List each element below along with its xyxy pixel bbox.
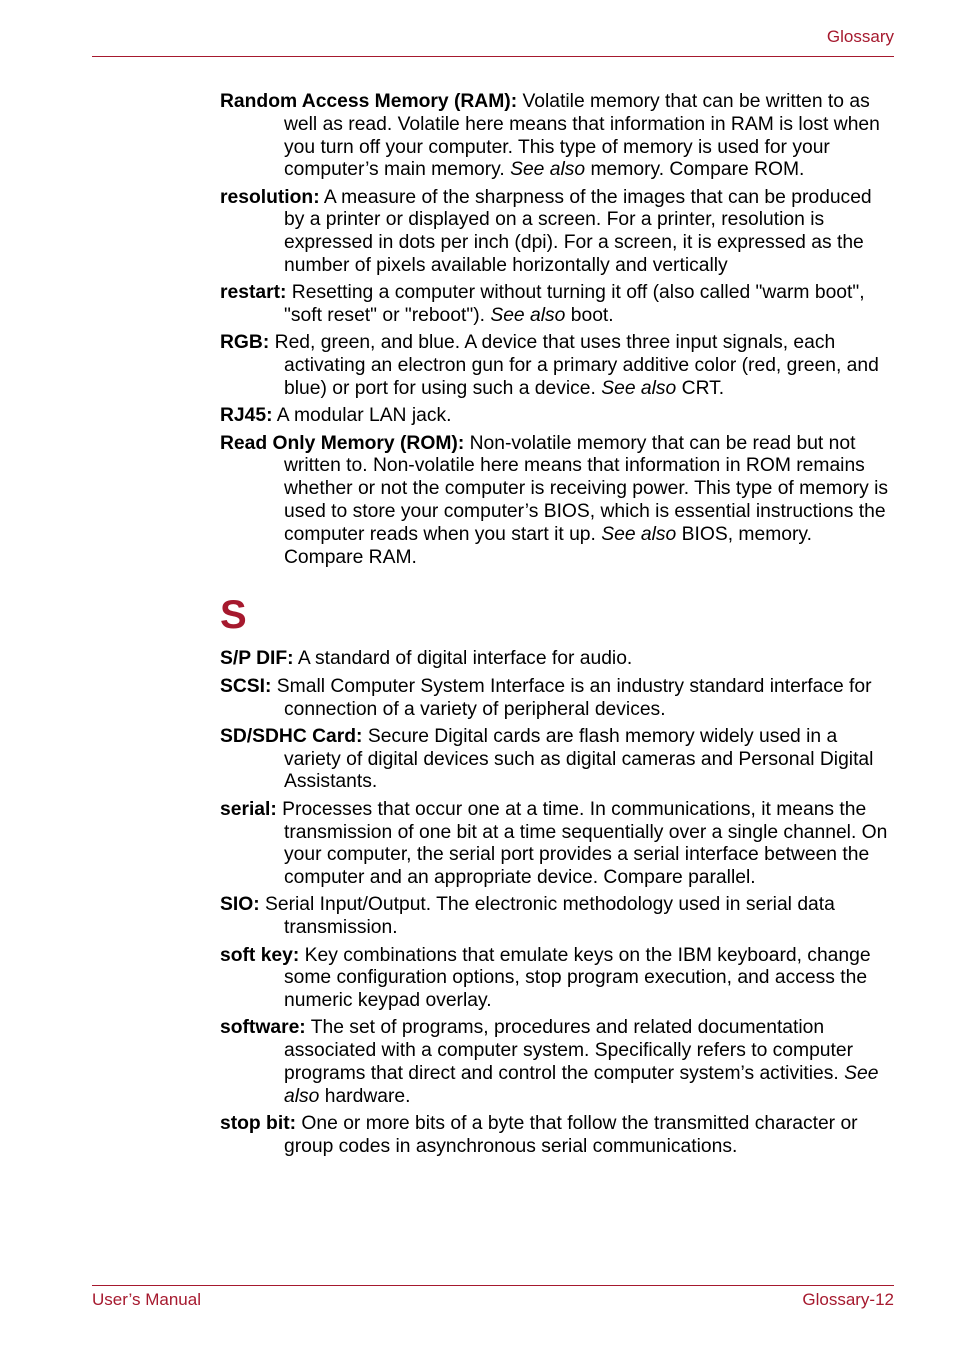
footer-page-number: Glossary-12	[802, 1290, 894, 1309]
glossary-entry	[220, 799, 896, 890]
glossary-entry	[220, 648, 896, 671]
entry-term: RGB:	[220, 332, 270, 354]
entry-definition: A measure of the sharpness of the images that can be produced by a printer or displayed on a screen. For a printer, resolution is expressed in dots per inch (dpi). For a screen, it is expressed as the number of pixels available horizontally and vertically	[284, 186, 872, 277]
entry-term: S/P DIF:	[220, 648, 294, 670]
entry-definition: The set of programs, procedures and related documentation associated with a computer system. Specifically refers to computer programs that direct and control the computer system’s activities.	[284, 1017, 854, 1084]
glossary-content	[220, 91, 896, 1163]
entry-definition: Resetting a computer without turning it off (also called "warm boot", "soft reset" or "reboot").	[284, 282, 865, 327]
entry-definition: Secure Digital cards are flash memory widely used in a variety of digital devices such as digital cameras and Personal Digital Assistants.	[284, 725, 874, 793]
glossary-entry	[220, 405, 896, 428]
entry-term: stop bit:	[220, 1113, 297, 1135]
glossary-entry	[220, 332, 896, 400]
entry-see-also: See also	[510, 159, 586, 181]
entry-see-also: See also	[490, 305, 566, 327]
entry-definition: One or more bits of a byte that follow the transmitted character or group codes in asynchronous serial communications.	[284, 1113, 858, 1157]
glossary-entry	[220, 726, 896, 794]
entry-definition: Processes that occur one at a time. In communications, it means the transmission of one bit at a time sequentially over a single channel. On your computer, the serial port provides a serial interface between the computer and an appropriate device. Compare parallel.	[276, 798, 888, 889]
entry-see-also-target: boot.	[565, 305, 614, 327]
entry-term: Random Access Memory (RAM):	[220, 91, 518, 112]
entry-term: resolution:	[220, 186, 320, 208]
entry-term: serial:	[220, 798, 277, 820]
header-section-label: Glossary	[826, 27, 894, 46]
entry-definition: Red, green, and blue. A device that uses three input signals, each activating an electron gun for a primary additive color (red, green, and blue) or port for using such a device.	[269, 332, 879, 400]
entry-term: restart:	[220, 282, 287, 304]
glossary-entry	[220, 433, 896, 570]
entry-term: RJ45:	[220, 405, 273, 427]
entry-definition: Serial Input/Output. The electronic methodology used in serial data transmission.	[259, 894, 835, 939]
entry-see-also-target: BIOS, memory. Compare RAM.	[284, 523, 812, 568]
entry-definition: A modular LAN jack.	[272, 405, 452, 427]
entry-definition: Volatile memory that can be written to as well as read. Volatile here means that information in RAM is lost when you turn off your computer. This type of memory is used for your computer’s main memory.	[284, 91, 880, 181]
entry-term: Read Only Memory (ROM):	[220, 432, 465, 454]
section-letter-heading: S	[220, 593, 247, 638]
glossary-entry	[220, 187, 896, 278]
entry-see-also-target: memory. Compare ROM.	[585, 159, 805, 181]
entry-see-also: See also	[601, 378, 677, 400]
glossary-entry	[220, 945, 896, 1013]
entry-see-also-target: hardware.	[319, 1085, 411, 1107]
entry-term: SCSI:	[220, 675, 272, 697]
entry-term: SD/SDHC Card:	[220, 725, 363, 747]
entries-r-list	[220, 91, 896, 569]
entry-term: SIO:	[220, 894, 260, 916]
footer-rule	[92, 1285, 894, 1286]
entry-definition: Key combinations that emulate keys on the IBM keyboard, change some configuration options, stop program execution, and access the numeric keypad overlay.	[284, 944, 871, 1012]
entry-see-also: See also	[284, 1062, 879, 1107]
glossary-entry	[220, 282, 896, 328]
entry-term: soft key:	[220, 944, 300, 966]
entry-see-also: See also	[601, 523, 677, 545]
header-rule	[92, 56, 894, 57]
glossary-entry	[220, 1113, 896, 1159]
entry-term: software:	[220, 1017, 306, 1039]
entry-definition: A standard of digital interface for audio.	[293, 648, 633, 670]
entry-see-also-target: CRT.	[676, 378, 725, 400]
glossary-entry	[220, 894, 896, 940]
entry-definition: Non-volatile memory that can be read but not written to. Non-volatile here means that information in ROM remains whether or not the computer is receiving power. This type of memory is used to store your computer’s BIOS, which is essential instructions the computer reads when you start it up.	[284, 432, 889, 545]
footer-manual-title: User’s Manual	[92, 1290, 201, 1309]
glossary-entry	[220, 1017, 896, 1108]
entry-definition: Small Computer System Interface is an industry standard interface for connection of a variety of peripheral devices.	[271, 675, 872, 720]
entries-s-list	[220, 648, 896, 1158]
glossary-entry	[220, 676, 896, 722]
glossary-entry	[220, 91, 896, 182]
